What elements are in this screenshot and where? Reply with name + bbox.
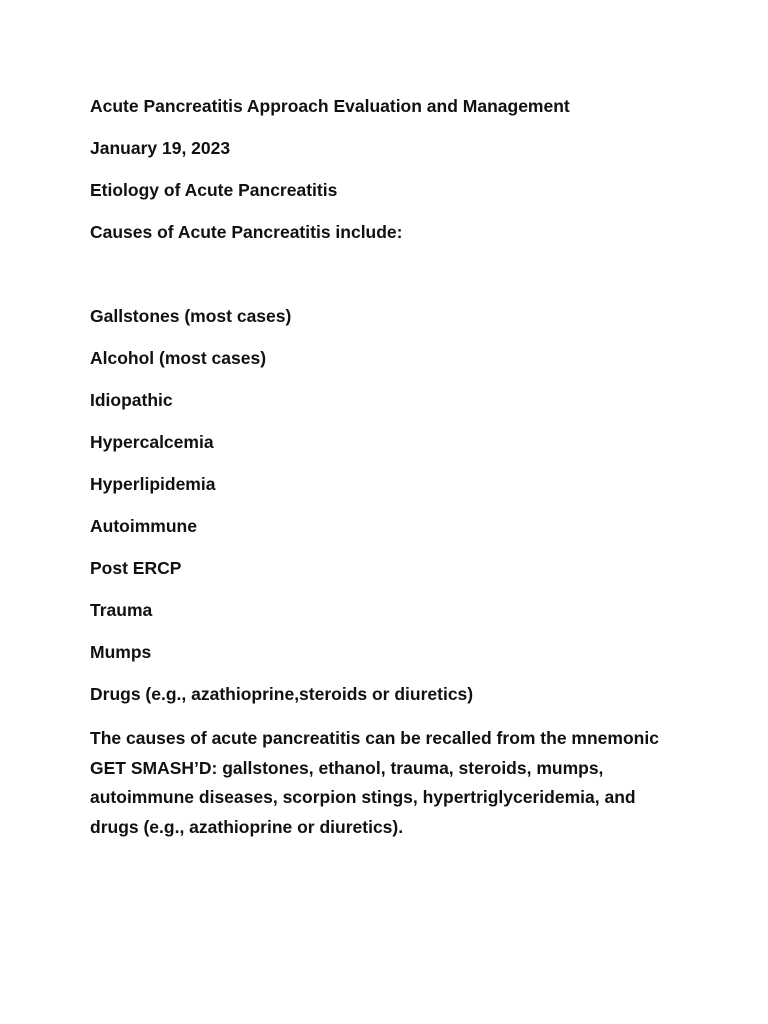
cause-item: Mumps [90,642,152,662]
document-date: January 19, 2023 [90,138,231,158]
cause-item: Post ERCP [90,558,182,578]
section-heading: Etiology of Acute Pancreatitis [90,180,338,200]
cause-item: Drugs (e.g., azathioprine,steroids or diuretics) [90,684,474,704]
cause-item: Autoimmune [90,516,197,536]
cause-item: Alcohol (most cases) [90,348,267,368]
document-body [90,94,690,842]
mnemonic-paragraph: The causes of acute pancreatitis can be recalled from the mnemonic GET SMASH’D: gallstones, ethanol, trauma, steroids, mumps, autoimmune diseases, scorpion stings, hypertriglyceridemia, and drugs (e.g., azathioprine or diuretics). [90,728,659,837]
cause-item: Hyperlipidemia [90,474,216,494]
causes-intro: Causes of Acute Pancreatitis include: [90,222,403,242]
cause-item: Hypercalcemia [90,432,214,452]
blank-line [90,262,690,304]
cause-item: Gallstones (most cases) [90,306,292,326]
cause-item: Idiopathic [90,390,173,410]
cause-item: Trauma [90,600,153,620]
document-title: Acute Pancreatitis Approach Evaluation and Management [90,96,570,116]
